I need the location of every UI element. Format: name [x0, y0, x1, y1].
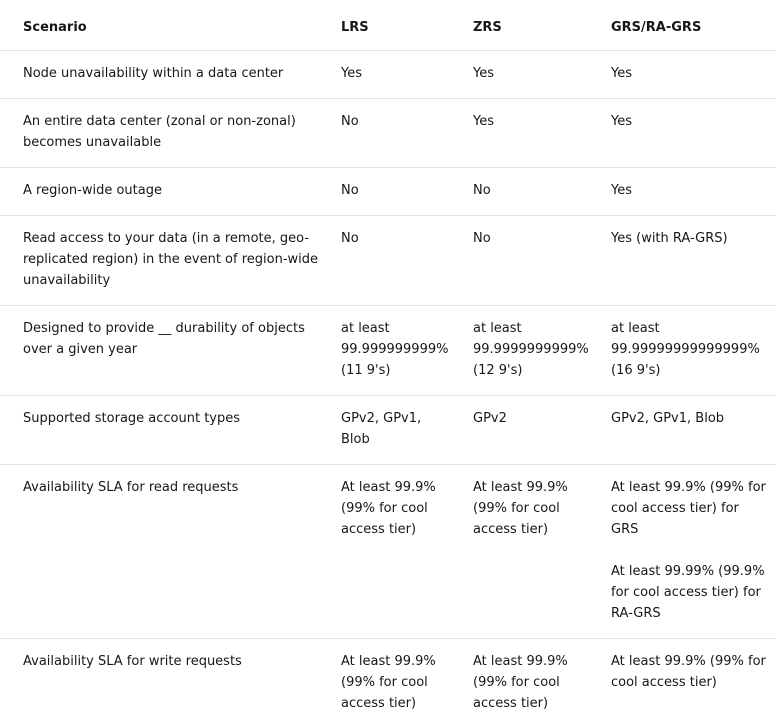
table-body: [0, 51, 776, 728]
cell-grs-paragraph: GPv2, GPv1, Blob: [611, 408, 768, 429]
table-header: [0, 0, 776, 51]
header-row: [0, 0, 776, 51]
column-header-grs: GRS/RA-GRS: [600, 0, 776, 51]
table-row: [0, 306, 776, 396]
cell-grs: [600, 216, 776, 306]
cell-scenario: Designed to provide __ durability of objects over a given year: [0, 306, 330, 396]
cell-lrs: GPv2, GPv1, Blob: [330, 396, 462, 465]
cell-grs: [600, 99, 776, 168]
cell-scenario: Node unavailability within a data center: [0, 51, 330, 99]
cell-zrs: GPv2: [462, 396, 600, 465]
cell-zrs: Yes: [462, 51, 600, 99]
cell-lrs: Yes: [330, 51, 462, 99]
cell-scenario: Availability SLA for read requests: [0, 465, 330, 639]
cell-grs-paragraph: At least 99.9% (99% for cool access tier) for GRS: [611, 477, 768, 540]
cell-zrs: at least 99.9999999999% (12 9's): [462, 306, 600, 396]
table-row: [0, 51, 776, 99]
cell-grs: [600, 51, 776, 99]
cell-grs-paragraph: Yes: [611, 180, 768, 201]
cell-lrs: at least 99.999999999% (11 9's): [330, 306, 462, 396]
cell-scenario: Supported storage account types: [0, 396, 330, 465]
cell-grs-paragraph: At least 99.9% (99% for cool access tier): [611, 651, 768, 693]
cell-lrs: At least 99.9% (99% for cool access tier): [330, 465, 462, 639]
column-header-lrs: LRS: [330, 0, 462, 51]
cell-zrs: No: [462, 216, 600, 306]
table-row: [0, 99, 776, 168]
cell-scenario: A region-wide outage: [0, 168, 330, 216]
cell-lrs: No: [330, 168, 462, 216]
cell-grs: [600, 465, 776, 639]
cell-zrs: No: [462, 168, 600, 216]
cell-grs-paragraph: Yes: [611, 111, 768, 132]
cell-grs-paragraph: Yes (with RA-GRS): [611, 228, 768, 249]
cell-grs-paragraph: At least 99.99% (99.9% for cool access tier) for RA-GRS: [611, 561, 768, 624]
cell-grs: [600, 396, 776, 465]
cell-grs-paragraph: Yes: [611, 63, 768, 84]
cell-scenario: An entire data center (zonal or non-zonal) becomes unavailable: [0, 99, 330, 168]
column-header-zrs: ZRS: [462, 0, 600, 51]
cell-grs: [600, 306, 776, 396]
cell-lrs: At least 99.9% (99% for cool access tier): [330, 639, 462, 728]
cell-lrs: No: [330, 216, 462, 306]
table-row: [0, 168, 776, 216]
table-row: [0, 216, 776, 306]
table-row: [0, 639, 776, 728]
table-row: [0, 396, 776, 465]
cell-zrs: Yes: [462, 99, 600, 168]
column-header-scenario: Scenario: [0, 0, 330, 51]
cell-grs-paragraph: at least 99.99999999999999% (16 9's): [611, 318, 768, 381]
cell-scenario: Read access to your data (in a remote, geo-replicated region) in the event of region-wide unavailability: [0, 216, 330, 306]
cell-zrs: At least 99.9% (99% for cool access tier): [462, 639, 600, 728]
cell-zrs: At least 99.9% (99% for cool access tier): [462, 465, 600, 639]
cell-grs: [600, 639, 776, 728]
cell-grs: [600, 168, 776, 216]
table-row: [0, 465, 776, 639]
cell-lrs: No: [330, 99, 462, 168]
cell-scenario: Availability SLA for write requests: [0, 639, 330, 728]
